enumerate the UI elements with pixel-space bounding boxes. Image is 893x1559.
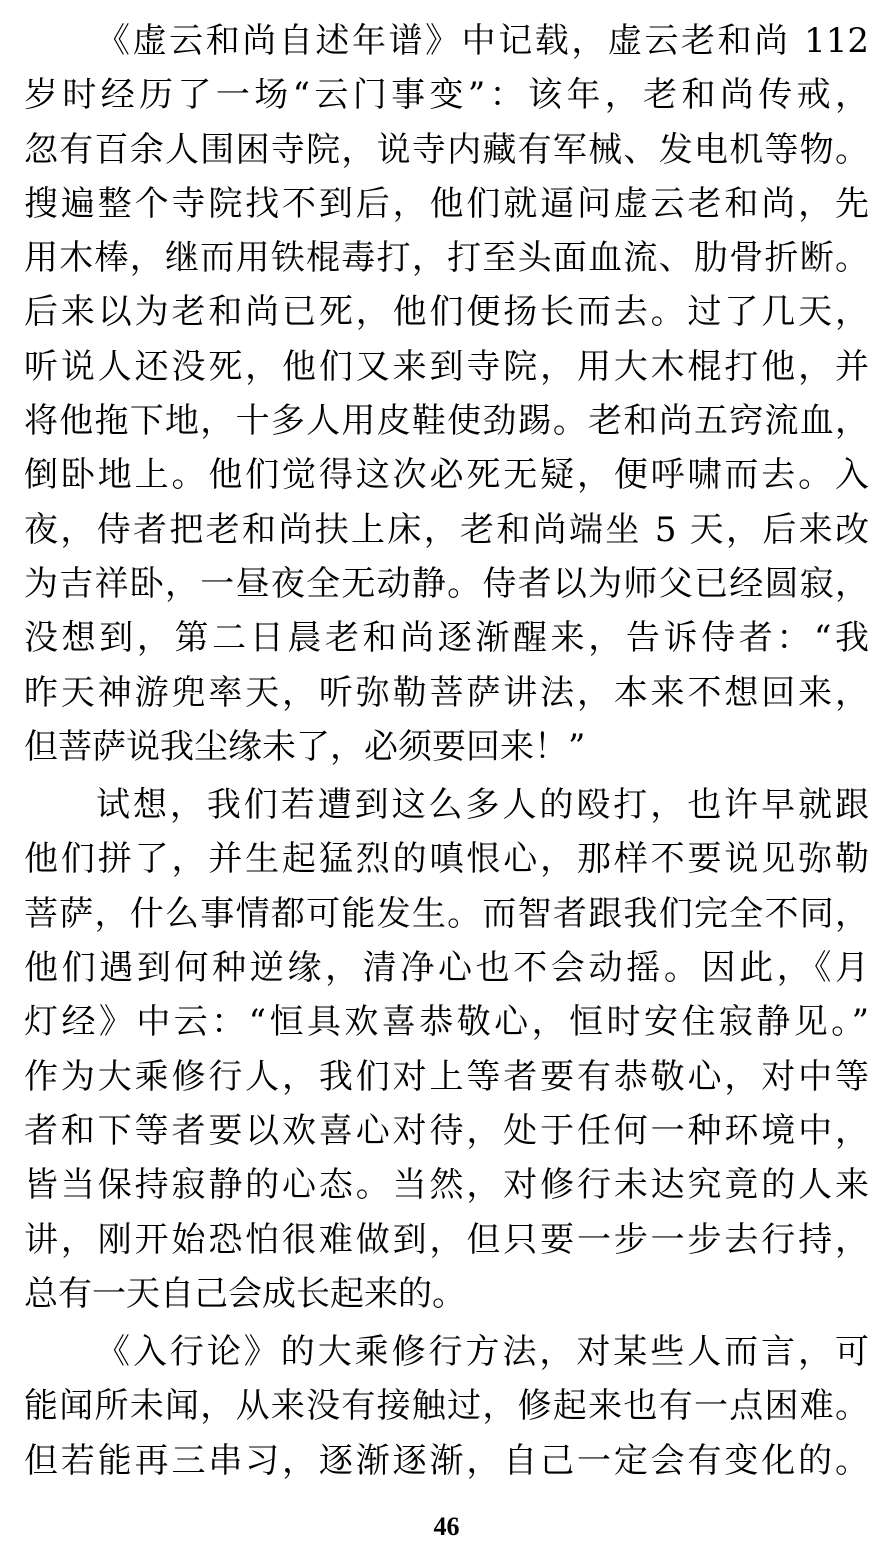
text-line: 能闻所未闻，从来没有接触过，修起来也有一点困难。 [24,1386,869,1427]
text-line: 听说人还没死，他们又来到寺院，用大木棍打他，并 [24,346,869,387]
page-number: 46 [433,1512,460,1541]
body-text [24,14,869,1488]
text-line: 没想到，第二日晨老和尚逐渐醒来，告诉侍者：“我 [24,618,869,659]
text-line: 皆当保持寂静的心态。当然，对修行未达究竟的人来 [24,1165,869,1206]
text-line: 搜遍整个寺院找不到后，他们就逼问虚云老和尚，先 [24,183,869,224]
paragraph-2 [24,778,869,1321]
paragraph-3 [24,1325,869,1488]
text-line: 作为大乘修行人，我们对上等者要有恭敬心，对中等 [24,1056,869,1097]
text-line: 试想，我们若遭到这么多人的殴打，也许早就跟 [96,785,869,826]
text-line: 岁时经历了一场“云门事变”：该年，老和尚传戒， [24,75,869,116]
text-line: 菩萨，什么事情都可能发生。而智者跟我们完全不同， [24,893,869,934]
text-line: 但菩萨说我尘缘未了，必须要回来！” [24,726,586,767]
text-line: 后来以为老和尚已死，他们便扬长而去。过了几天， [24,292,869,333]
text-line: 《入行论》的大乘修行方法，对某些人而言，可 [96,1332,869,1373]
text-line: 他们拼了，并生起猛烈的嗔恨心，那样不要说见弥勒 [24,839,869,880]
text-line: 昨天神游兜率天，听弥勒菩萨讲法，本来不想回来， [24,672,869,713]
text-line: 夜，侍者把老和尚扶上床，老和尚端坐 5 天，后来改 [24,509,869,550]
text-line: 为吉祥卧，一昼夜全无动静。侍者以为师父已经圆寂， [24,563,869,604]
text-line: 将他拖下地，十多人用皮鞋使劲踢。老和尚五窍流血， [24,401,869,442]
text-line: 倒卧地上。他们觉得这次必死无疑，便呼啸而去。入 [24,455,869,496]
text-line: 灯经》中云：“恒具欢喜恭敬心，恒时安住寂静见。” [24,1002,869,1043]
text-line: 他们遇到何种逆缘，清净心也不会动摇。因此，《月 [24,948,869,989]
text-line: 者和下等者要以欢喜心对待，处于任何一种环境中， [24,1110,869,1151]
text-line: 讲，刚开始恐怕很难做到，但只要一步一步去行持， [24,1219,869,1260]
text-line: 《虚云和尚自述年谱》中记载，虚云老和尚 112 [96,21,869,61]
text-line: 用木棒，继而用铁棍毒打，打至头面血流、肋骨折断。 [24,238,869,279]
text-line: 但若能再三串习，逐渐逐渐，自己一定会有变化的。 [24,1440,869,1481]
text-line: 总有一天自己会成长起来的。 [24,1273,466,1314]
text-line: 忽有百余人围困寺院，说寺内藏有军械、发电机等物。 [24,129,869,170]
paragraph-1 [24,14,869,774]
